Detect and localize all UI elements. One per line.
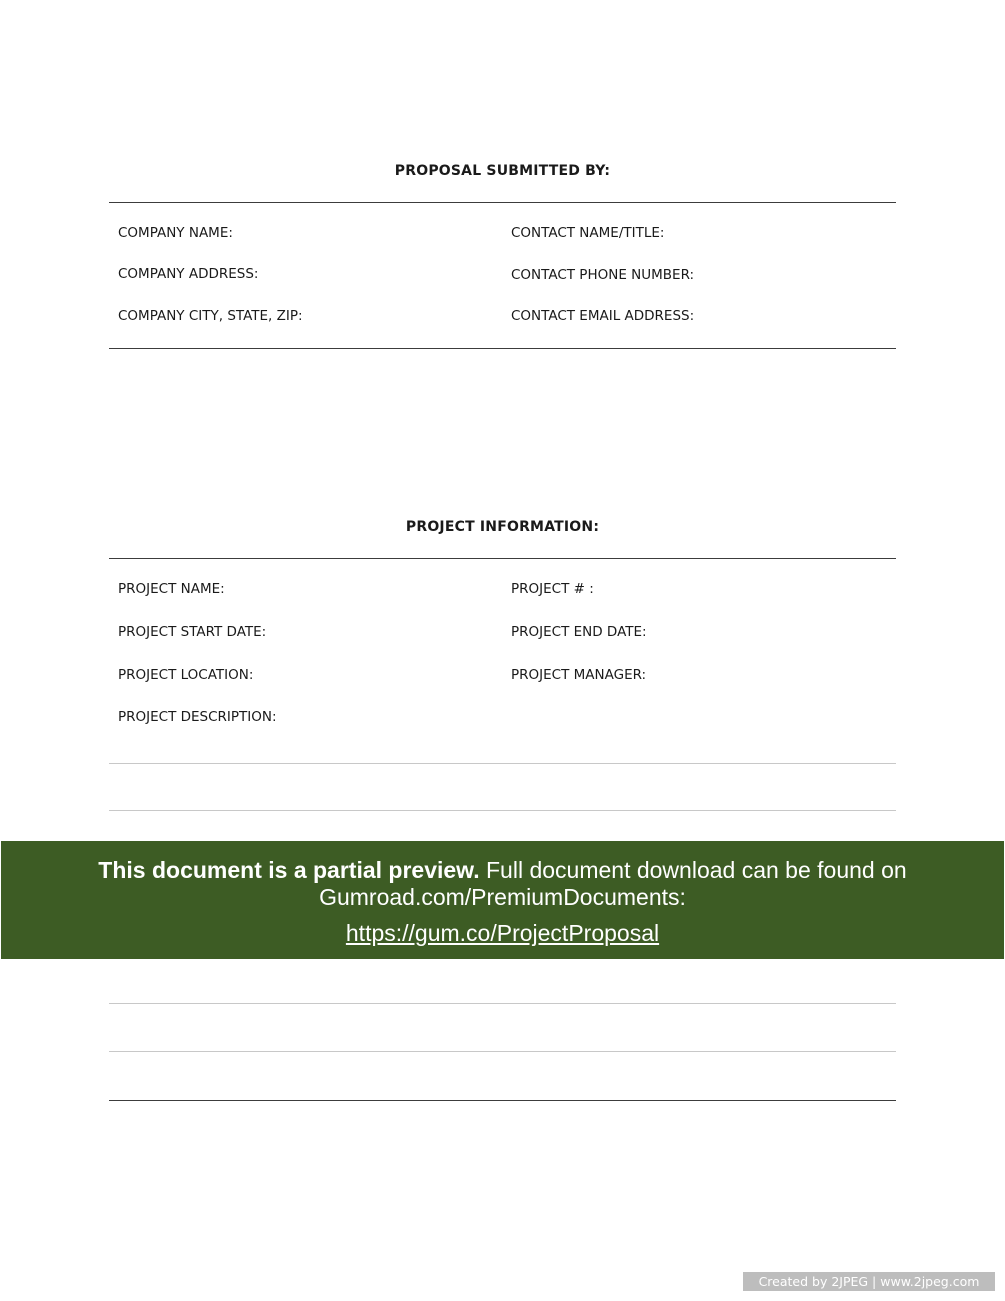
- project-name-label: PROJECT NAME:: [118, 581, 225, 597]
- banner-bold-text: This document is a partial preview.: [98, 857, 480, 883]
- preview-banner: [1, 841, 1004, 959]
- description-line: [109, 1051, 896, 1052]
- section-divider: [109, 558, 896, 559]
- banner-site-text: Gumroad.com/PremiumDocuments:: [319, 884, 686, 910]
- section-divider: [109, 1100, 896, 1101]
- description-line: [109, 810, 896, 811]
- project-end-date-label: PROJECT END DATE:: [511, 624, 647, 640]
- company-address-label: COMPANY ADDRESS:: [118, 266, 259, 282]
- description-line: [109, 1003, 896, 1004]
- banner-message: [1, 857, 1004, 884]
- contact-name-title-label: CONTACT NAME/TITLE:: [511, 225, 665, 241]
- contact-email-address-label: CONTACT EMAIL ADDRESS:: [511, 308, 695, 324]
- project-number-label: PROJECT # :: [511, 581, 594, 597]
- contact-phone-number-label: CONTACT PHONE NUMBER:: [511, 267, 695, 283]
- project-description-label: PROJECT DESCRIPTION:: [118, 709, 277, 725]
- project-start-date-label: PROJECT START DATE:: [118, 624, 267, 640]
- project-information-heading: PROJECT INFORMATION:: [405, 519, 600, 535]
- project-location-label: PROJECT LOCATION:: [118, 667, 254, 683]
- section-divider: [109, 348, 896, 349]
- watermark-label: Created by 2JPEG | www.2jpeg.com: [743, 1272, 995, 1291]
- project-manager-label: PROJECT MANAGER:: [511, 667, 647, 683]
- download-link[interactable]: https://gum.co/ProjectProposal: [345, 920, 660, 946]
- description-line: [109, 763, 896, 764]
- banner-text: Full document download can be found on: [479, 857, 907, 883]
- company-name-label: COMPANY NAME:: [118, 225, 233, 241]
- company-city-state-zip-label: COMPANY CITY, STATE, ZIP:: [118, 308, 303, 324]
- section-divider: [109, 202, 896, 203]
- proposal-submitted-by-heading: PROPOSAL SUBMITTED BY:: [394, 163, 611, 179]
